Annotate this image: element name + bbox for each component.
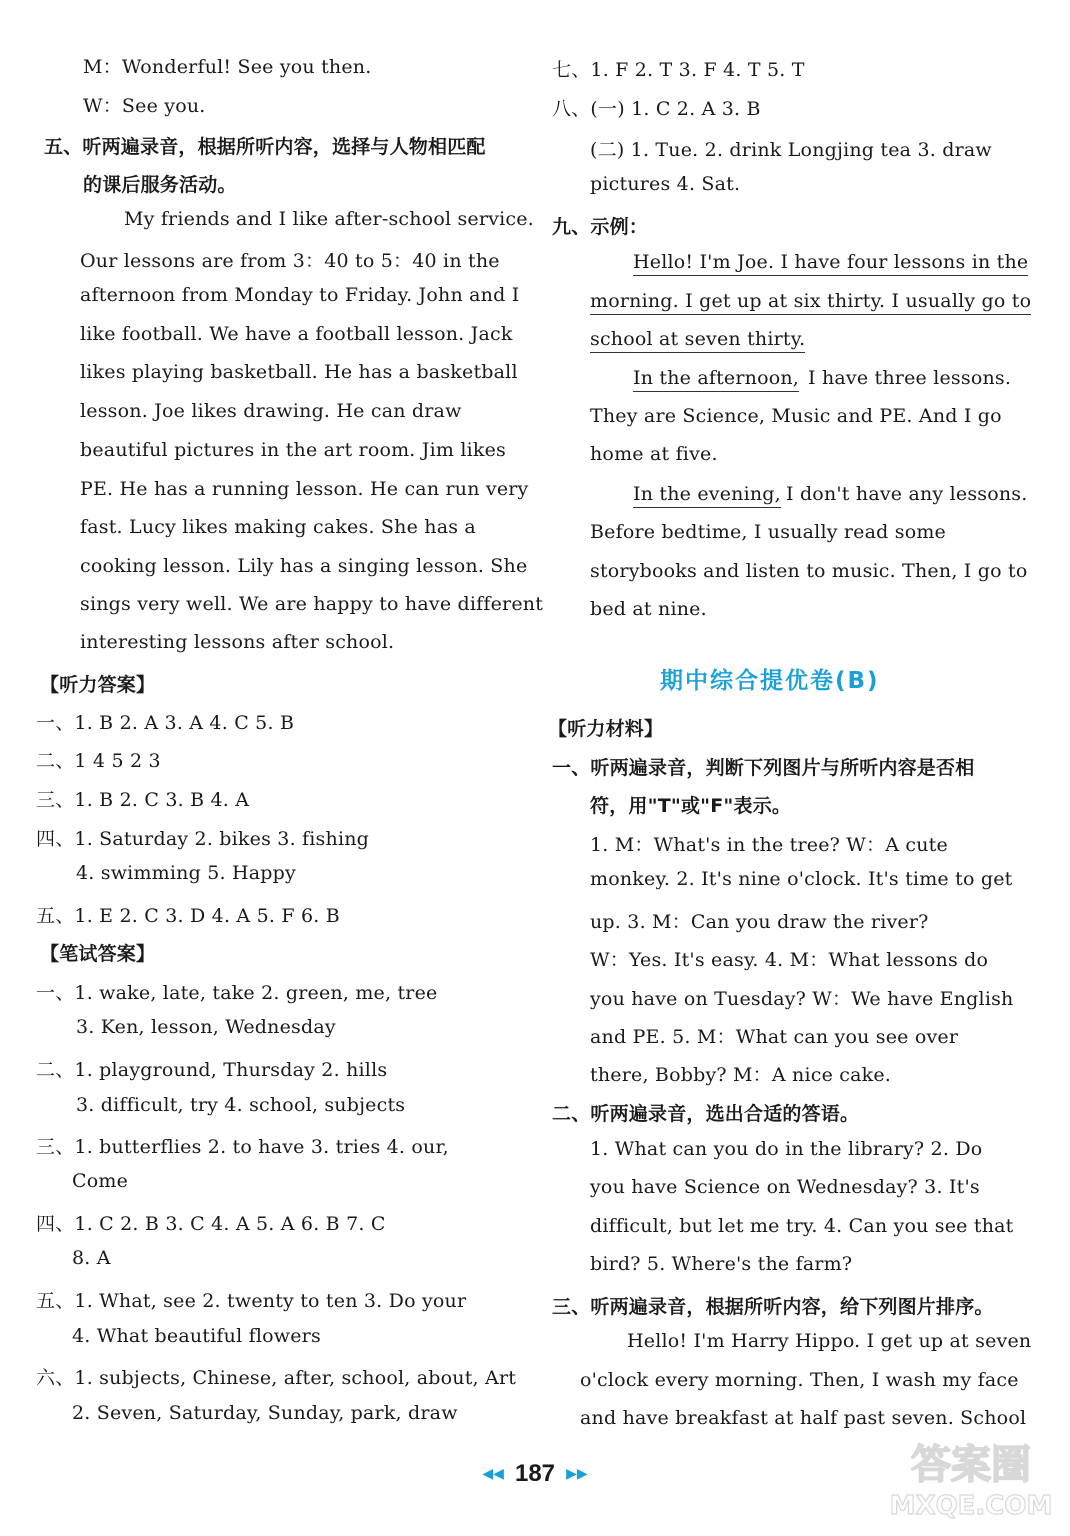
right-text-line: and PE. 5. M：What can you see over (590, 1026, 959, 1048)
left-text-line: 五、1. E 2. C 3. D 4. A 5. F 6. B (36, 905, 340, 927)
right-text-line: monkey. 2. It's nine o'clock. It's time to get (590, 868, 1013, 890)
right-text-line: I don't have any lessons. (786, 483, 1028, 505)
watermark-logo (886, 1430, 1056, 1522)
left-text-line: 【听力答案】 (40, 674, 156, 696)
left-text-line: My friends and I like after-school service. (124, 208, 534, 230)
right-text-line: Hello! I'm Harry Hippo. I get up at seven (627, 1330, 1032, 1352)
right-text-line: In the afternoon, (633, 367, 799, 392)
right-text-line: 一、听两遍录音，判断下列图片与所听内容是否相 (552, 757, 975, 779)
right-text-line: o'clock every morning. Then, I wash my face (580, 1369, 1019, 1391)
left-text-line: 三、1. butterflies 2. to have 3. tries 4. our, (36, 1136, 449, 1158)
section-title: 期中综合提优卷(B) (660, 668, 880, 694)
left-text-line: 五、听两遍录音，根据所听内容，选择与人物相匹配 (44, 136, 486, 158)
left-text-line: 4. What beautiful flowers (72, 1325, 321, 1347)
prev-arrows-icon: ◀◀ (482, 1466, 504, 1482)
left-text-line: beautiful pictures in the art room. Jim likes (80, 439, 506, 461)
right-text-line: W：Yes. It's easy. 4. M：What lessons do (590, 949, 989, 971)
right-text-line: bird? 5. Where's the farm? (590, 1253, 853, 1275)
right-text-line: home at five. (590, 443, 718, 465)
left-text-line: W：See you. (83, 95, 206, 117)
left-text-line: 三、1. B 2. C 3. B 4. A (36, 789, 250, 811)
left-text-line: 3. Ken, lesson, Wednesday (76, 1016, 336, 1038)
right-text-line: school at seven thirty. (590, 328, 805, 353)
left-text-line: 3. difficult, try 4. school, subjects (76, 1094, 406, 1116)
right-text-line: there, Bobby? M：A nice cake. (590, 1064, 892, 1086)
right-text-line: pictures 4. Sat. (590, 173, 741, 195)
right-text-line: and have breakfast at half past seven. School (580, 1407, 1027, 1429)
left-text-line: 二、1 4 5 2 3 (36, 750, 161, 772)
right-text-line: 八、(一) 1. C 2. A 3. B (552, 98, 761, 120)
left-text-line: M：Wonderful! See you then. (83, 56, 372, 78)
right-text-line: Hello! I'm Joe. I have four lessons in the (633, 251, 1028, 276)
left-text-line: Come (72, 1170, 129, 1192)
left-text-line: 2. Seven, Saturday, Sunday, park, draw (72, 1402, 458, 1424)
left-text-line: 【笔试答案】 (40, 943, 156, 965)
right-text-line: I have three lessons. (808, 367, 1012, 389)
left-text-line: 8. A (72, 1247, 111, 1269)
left-text-line: 一、1. B 2. A 3. A 4. C 5. B (36, 712, 295, 734)
right-text-line: you have Science on Wednesday? 3. It's (590, 1176, 980, 1198)
left-text-line: 4. swimming 5. Happy (76, 862, 296, 884)
left-text-line: 一、1. wake, late, take 2. green, me, tree (36, 982, 438, 1004)
left-text-line: Our lessons are from 3：40 to 5：40 in the (80, 250, 500, 272)
right-text-line: you have on Tuesday? W：We have English (590, 988, 1014, 1010)
right-text-line: 符，用"T"或"F"表示。 (590, 795, 792, 817)
right-text-line: (二) 1. Tue. 2. drink Longjing tea 3. draw (590, 139, 992, 161)
left-text-line: lesson. Joe likes drawing. He can draw (80, 400, 462, 422)
watermark-text: 答案圈 (911, 1442, 1031, 1488)
left-text-line: 四、1. Saturday 2. bikes 3. fishing (36, 828, 370, 850)
right-text-line: 九、示例： (552, 216, 649, 238)
next-arrows-icon: ▶▶ (566, 1466, 588, 1482)
left-text-line: interesting lessons after school. (80, 631, 395, 653)
right-text-line: 七、1. F 2. T 3. F 4. T 5. T (552, 59, 805, 81)
watermark-url: MXQE.COM (889, 1491, 1053, 1521)
right-text-line: In the evening, (633, 483, 781, 508)
right-text-line: up. 3. M：Can you draw the river? (590, 911, 929, 933)
left-text-line: 二、1. playground, Thursday 2. hills (36, 1059, 388, 1081)
left-text-line: sings very well. We are happy to have different (80, 593, 544, 615)
left-text-line: 的课后服务活动。 (83, 174, 237, 196)
left-text-line: like football. We have a football lesson. Jack (80, 323, 513, 345)
left-text-line: 六、1. subjects, Chinese, after, school, about, Art (36, 1367, 517, 1389)
left-text-line: 四、1. C 2. B 3. C 4. A 5. A 6. B 7. C (36, 1213, 386, 1235)
right-text-line: 二、听两遍录音，选出合适的答语。 (552, 1103, 860, 1125)
left-text-line: afternoon from Monday to Friday. John and I (80, 284, 520, 306)
left-text-line: 五、1. What, see 2. twenty to ten 3. Do your (36, 1290, 467, 1312)
left-text-line: likes playing basketball. He has a basketball (80, 361, 518, 383)
right-text-line: 1. What can you do in the library? 2. Do (590, 1138, 983, 1160)
left-text-line: fast. Lucy likes making cakes. She has a (80, 516, 476, 538)
right-text-line: 【听力材料】 (548, 718, 664, 740)
right-text-line: bed at nine. (590, 598, 707, 620)
right-text-line: morning. I get up at six thirty. I usually go to (590, 290, 1031, 315)
right-text-line: storybooks and listen to music. Then, I go to (590, 560, 1028, 582)
page-number: 187 (514, 1460, 556, 1487)
right-text-line: They are Science, Music and PE. And I go (590, 405, 1002, 427)
right-text-line: 1. M：What's in the tree? W：A cute (590, 834, 948, 856)
left-text-line: cooking lesson. Lily has a singing lesson. She (80, 555, 528, 577)
right-text-line: Before bedtime, I usually read some (590, 521, 946, 543)
right-text-line: 三、听两遍录音，根据所听内容，给下列图片排序。 (552, 1296, 994, 1318)
right-text-line: difficult, but let me try. 4. Can you see that (590, 1215, 1014, 1237)
left-text-line: PE. He has a running lesson. He can run very (80, 478, 529, 500)
